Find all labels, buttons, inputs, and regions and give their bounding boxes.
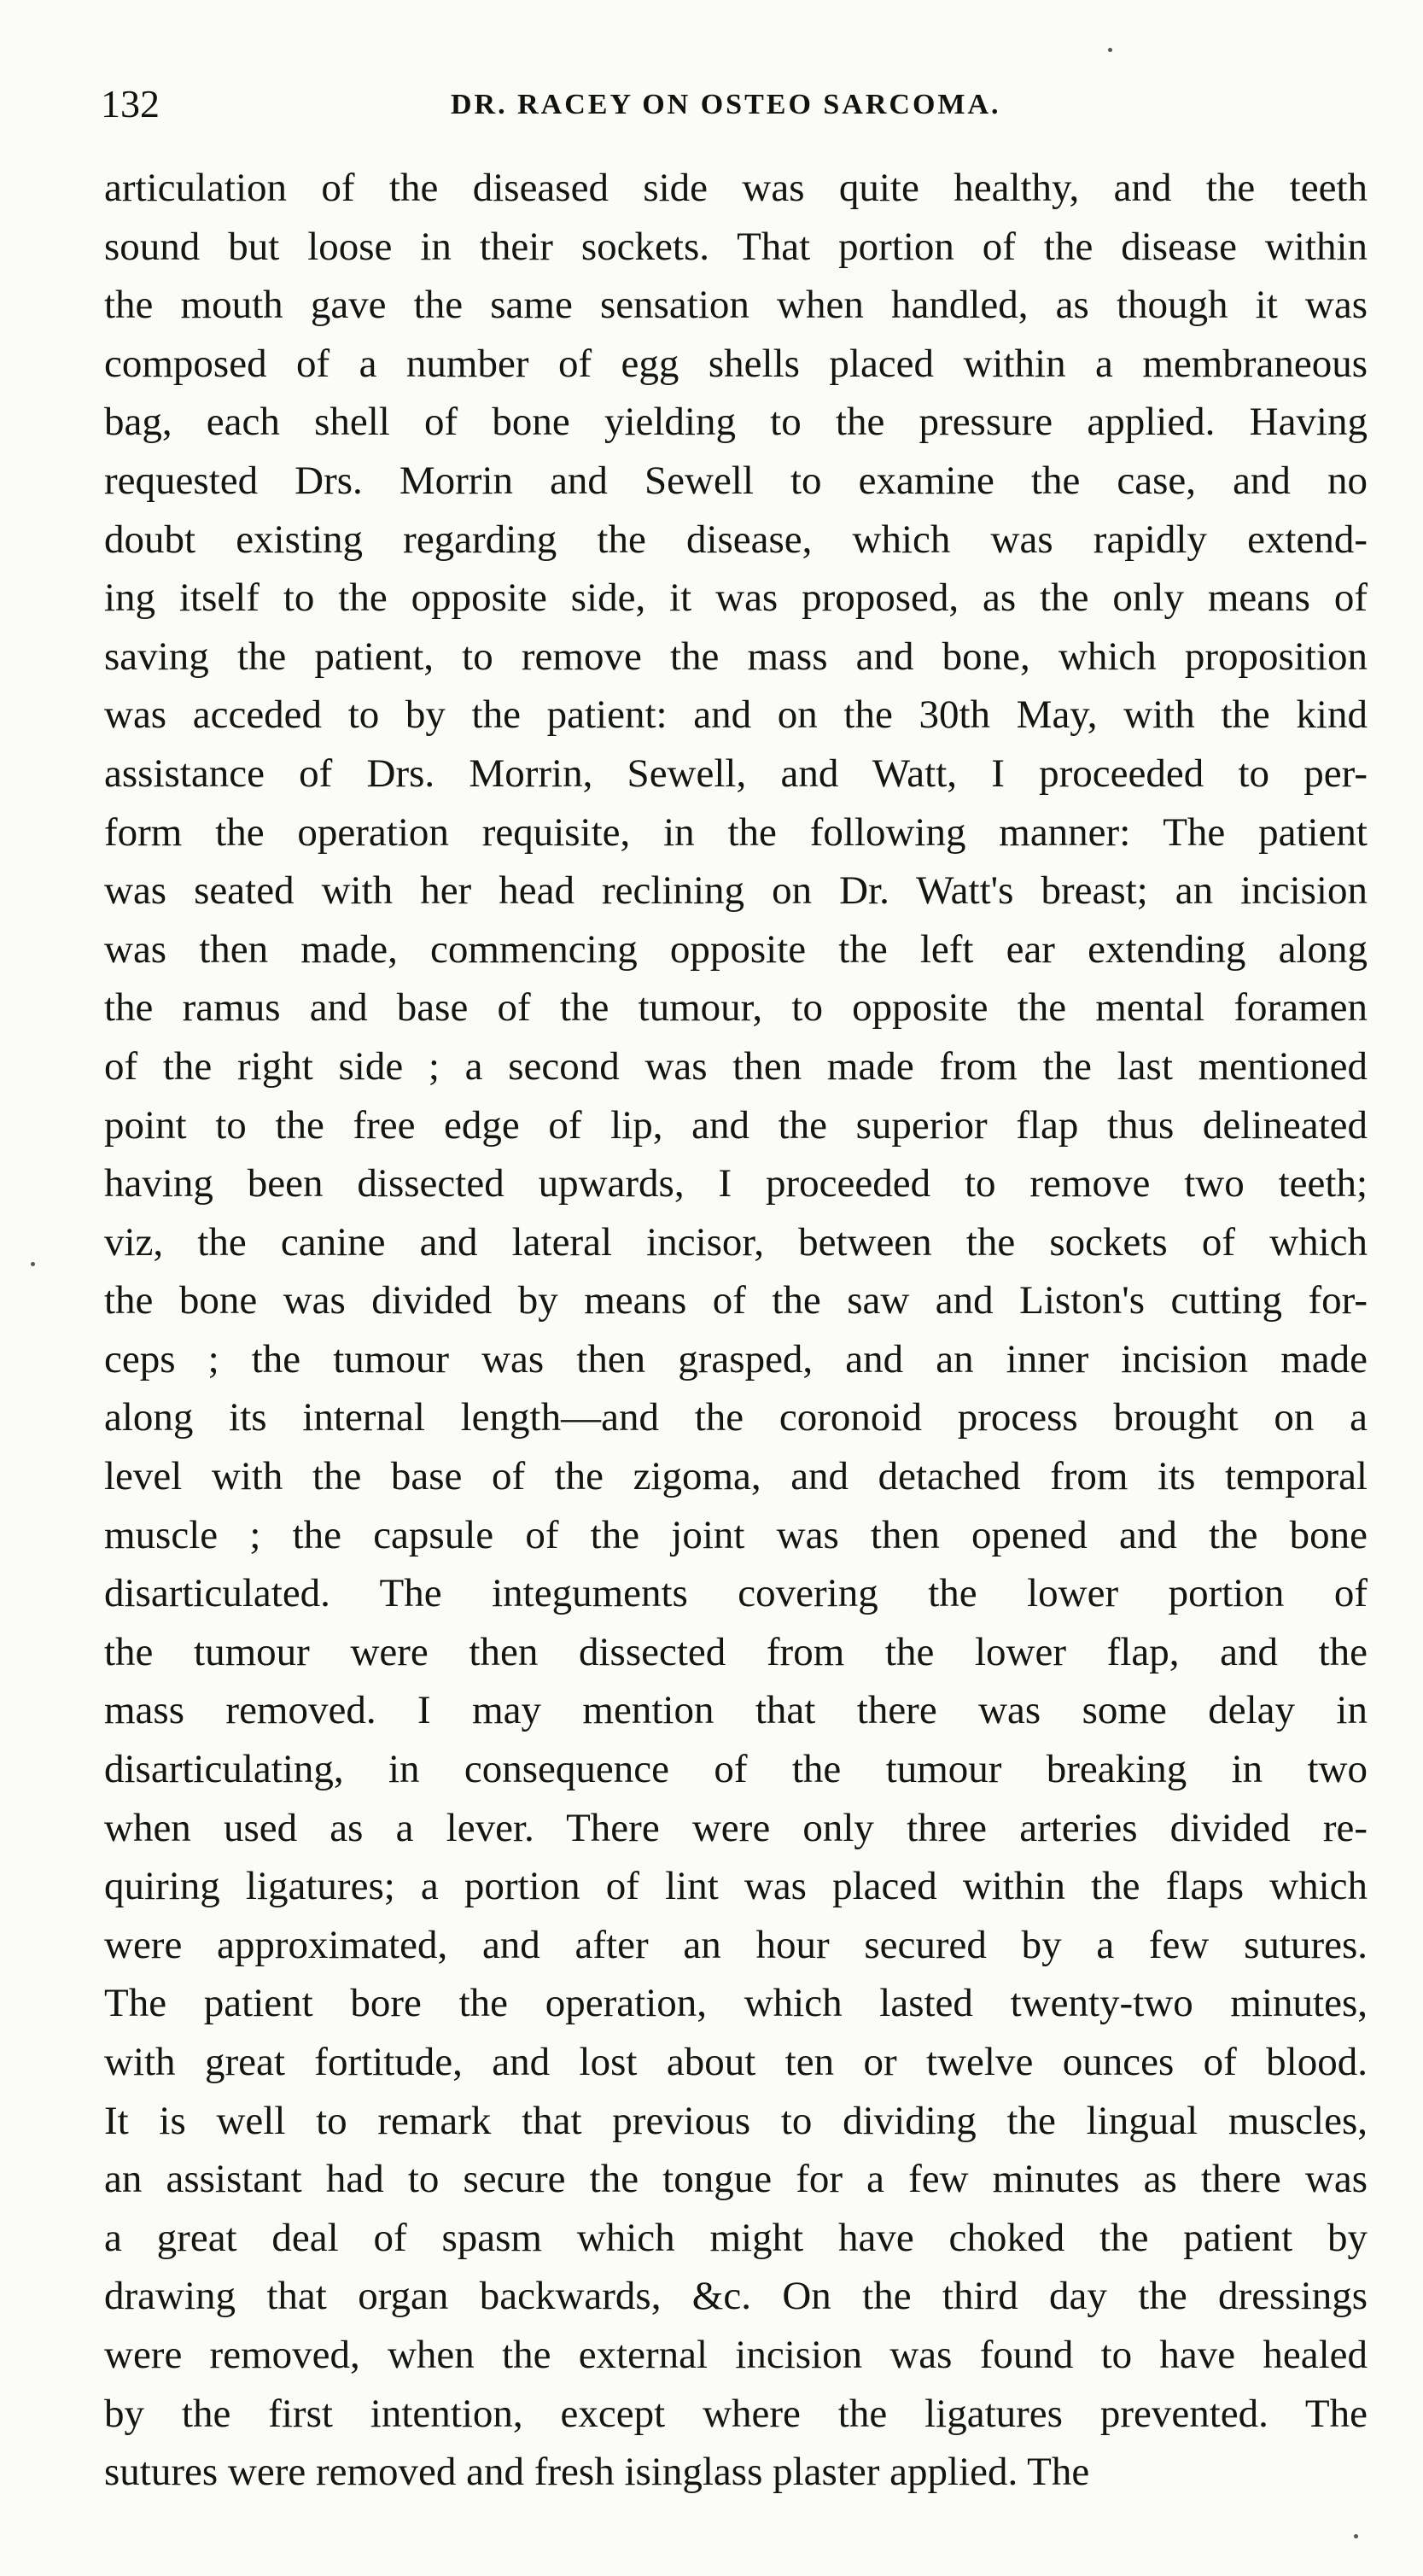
page-header (101, 79, 1364, 138)
text-line: were removed, when the external incision was found to have healed (104, 2332, 1368, 2377)
text-line: viz, the canine and lateral incisor, between the sockets of which (104, 1219, 1368, 1265)
text-line: form the operation requisite, in the following manner: The patient (104, 809, 1368, 855)
text-line: articulation of the diseased side was quite healthy, and the teeth (104, 166, 1368, 210)
body-text (104, 159, 1368, 2502)
text-line: assistance of Drs. Morrin, Sewell, and Watt, I proceeded to per- (104, 751, 1368, 796)
running-head: DR. RACEY ON OSTEO SARCOMA. (451, 89, 1001, 120)
text-line: muscle ; the capsule of the joint was then opened and the bone (104, 1512, 1368, 1557)
text-line: level with the base of the zigoma, and detached from its temporal (104, 1454, 1368, 1499)
text-line: was seated with her head reclining on Dr. Watt's breast; an incision (104, 868, 1368, 914)
text-line: ing itself to the opposite side, it was proposed, as the only means of (104, 575, 1368, 621)
text-line: disarticulating, in consequence of the tumour breaking in two (104, 1747, 1368, 1792)
page-number: 132 (101, 82, 160, 126)
text-line: was then made, commencing opposite the left ear extending along (104, 926, 1368, 972)
text-line: the ramus and base of the tumour, to opposite the mental foramen (104, 985, 1368, 1031)
text-line: an assistant had to secure the tongue for a few minutes as there was (104, 2157, 1368, 2202)
text-line: doubt existing regarding the disease, which was rapidly extend- (104, 517, 1368, 562)
text-line: mass removed. I may mention that there was some delay in (104, 1688, 1368, 1733)
text-line: The patient bore the operation, which lasted twenty-two minutes, (104, 1981, 1368, 2026)
text-line: when used as a lever. There were only three arteries divided re- (104, 1805, 1368, 1850)
text-line: a great deal of spasm which might have choked the patient by (104, 2215, 1368, 2260)
text-line: was acceded to by the patient: and on the 30th May, with the kind (104, 692, 1368, 738)
text-line: by the first intention, except where the ligatures prevented. The (104, 2391, 1368, 2436)
text-line: disarticulated. The integuments covering the lower portion of (104, 1571, 1368, 1616)
print-speck (1108, 48, 1112, 52)
text-line: having been dissected upwards, I proceeded to remove two teeth; (104, 1161, 1368, 1206)
text-line: requested Drs. Morrin and Sewell to examine the case, and no (104, 458, 1368, 503)
text-line: quiring ligatures; a portion of lint was placed within the flaps which (104, 1864, 1368, 1909)
text-line: along its internal length—and the coronoid process brought on a (104, 1395, 1368, 1440)
text-line: were approximated, and after an hour secured by a few sutures. (104, 1922, 1368, 1967)
text-line: drawing that organ backwards, &c. On the third day the dressings (104, 2274, 1368, 2319)
text-line: sutures were removed and fresh isinglass plaster applied. The (104, 2450, 1090, 2495)
text-line: the mouth gave the same sensation when handled, as though it was (104, 283, 1368, 328)
print-speck (1354, 2534, 1358, 2538)
text-line: the tumour were then dissected from the lower flap, and the (104, 1629, 1368, 1674)
text-line: of the right side ; a second was then made from the last mentioned (104, 1043, 1368, 1089)
text-line: with great fortitude, and lost about ten or twelve ounces of blood. (104, 2040, 1368, 2084)
text-line: saving the patient, to remove the mass and bone, which proposition (104, 634, 1368, 679)
text-line: bag, each shell of bone yielding to the pressure applied. Having (104, 400, 1368, 445)
print-speck (31, 1262, 35, 1266)
text-line: the bone was divided by means of the saw and Liston's cutting for- (104, 1278, 1368, 1323)
text-line: composed of a number of egg shells placed within a membraneous (104, 341, 1368, 386)
text-line: point to the free edge of lip, and the superior flap thus delineated (104, 1102, 1368, 1148)
text-line: It is well to remark that previous to dividing the lingual muscles, (104, 2098, 1368, 2143)
text-line: sound but loose in their sockets. That portion of the disease within (104, 224, 1368, 269)
text-line: ceps ; the tumour was then grasped, and an inner incision made (104, 1336, 1368, 1381)
